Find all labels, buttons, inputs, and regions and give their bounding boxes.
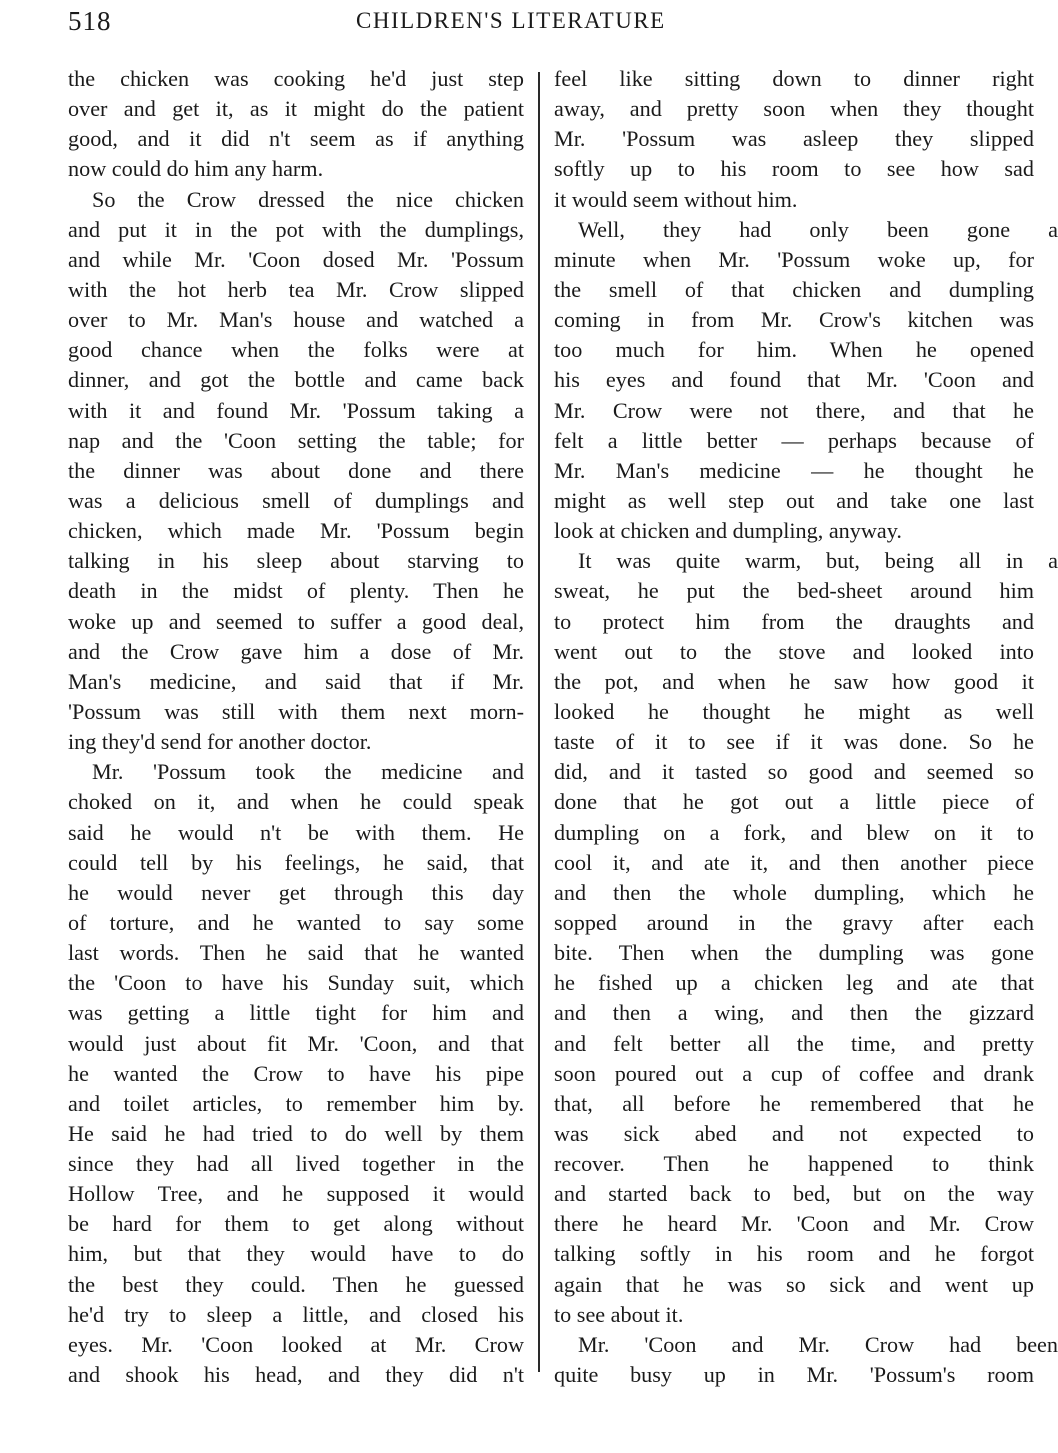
text-line: It was quite warm, but, being all in a — [578, 548, 1058, 574]
text-line: ing they'd send for another doctor. — [68, 729, 372, 755]
text-line: the best they could. Then he guessed — [68, 1271, 524, 1297]
text-line: that, all before he remembered that he — [554, 1090, 1034, 1116]
text-line: Mr. 'Possum took the medicine and — [92, 759, 524, 785]
text-line: feel like sitting down to dinner right — [554, 66, 1034, 91]
text-line: 'Possum was still with them next morn- — [68, 698, 524, 724]
text-line: could tell by his feelings, he said, that — [68, 849, 524, 875]
text-line: talking softly in his room and he forgot — [554, 1241, 1034, 1267]
text-line: was a delicious smell of dumplings and — [68, 487, 524, 513]
text-line: good, and it did n't seem as if anything — [68, 126, 524, 152]
text-line: over to Mr. Man's house and watched a — [68, 307, 524, 333]
text-line: sweat, he put the bed-sheet around him — [554, 578, 1034, 604]
text-line: recover. Then he happened to think — [554, 1151, 1034, 1177]
text-line: Mr. 'Coon and Mr. Crow had been — [578, 1331, 1058, 1357]
text-line: the dinner was about done and there — [68, 457, 524, 483]
text-line: to protect him from the draughts and — [554, 608, 1034, 634]
text-line: Hollow Tree, and he supposed it would — [68, 1181, 524, 1207]
text-line: talking in his sleep about starving to — [68, 548, 524, 574]
text-line: soon poured out a cup of coffee and drank — [554, 1060, 1034, 1086]
text-line: look at chicken and dumpling, anyway. — [554, 518, 902, 544]
text-line: coming in from Mr. Crow's kitchen was — [554, 307, 1034, 333]
text-line: So the Crow dressed the nice chicken — [92, 186, 524, 212]
text-line: nap and the 'Coon setting the table; for — [68, 427, 524, 453]
text-line: it would seem without him. — [554, 186, 798, 212]
text-line: and started back to bed, but on the way — [554, 1181, 1034, 1207]
text-line: there he heard Mr. 'Coon and Mr. Crow — [554, 1211, 1034, 1237]
text-line: taste of it to see if it was done. So he — [554, 729, 1034, 755]
text-line: he would never get through this day — [68, 879, 524, 905]
text-line: said he would n't be with them. He — [68, 819, 524, 845]
text-line: minute when Mr. 'Possum woke up, for — [554, 246, 1034, 272]
text-line: Mr. Crow were not there, and that he — [554, 397, 1034, 423]
text-line: quite busy up in Mr. 'Possum's room — [554, 1362, 1034, 1388]
text-line: felt a little better — perhaps because of — [554, 427, 1034, 453]
text-line: last words. Then he said that he wanted — [68, 940, 524, 966]
text-line: death in the midst of plenty. Then he — [68, 578, 524, 604]
text-line: looked he thought he might as well — [554, 698, 1034, 724]
text-line: chicken, which made Mr. 'Possum begin — [68, 518, 524, 544]
text-line: Mr. 'Possum was asleep they slipped — [554, 126, 1034, 152]
text-line: softly up to his room to see how sad — [554, 156, 1034, 182]
text-line: and felt better all the time, and pretty — [554, 1030, 1034, 1056]
text-line: again that he was so sick and went up — [554, 1271, 1034, 1297]
text-line: bite. Then when the dumpling was gone — [554, 940, 1034, 966]
text-line: the smell of that chicken and dumpling — [554, 276, 1034, 302]
text-line: went out to the stove and looked into — [554, 638, 1034, 664]
text-line: now could do him any harm. — [68, 156, 324, 182]
text-line: sopped around in the gravy after each — [554, 909, 1034, 935]
text-line: with it and found Mr. 'Possum taking a — [68, 397, 524, 423]
text-line: dinner, and got the bottle and came back — [68, 367, 524, 393]
text-line: and while Mr. 'Coon dosed Mr. 'Possum — [68, 246, 524, 272]
text-line: and shook his head, and they did n't — [68, 1362, 524, 1388]
left-column — [68, 64, 524, 1390]
text-line: the 'Coon to have his Sunday suit, which — [68, 970, 524, 996]
text-line: done that he got out a little piece of — [554, 789, 1034, 815]
text-line: choked on it, and when he could speak — [68, 789, 524, 815]
text-line: Well, they had only been gone a — [578, 216, 1058, 242]
text-line: cool it, and ate it, and then another piece — [554, 849, 1034, 875]
text-line: over and get it, as it might do the patient — [68, 96, 524, 122]
text-line: the pot, and when he saw how good it — [554, 668, 1034, 694]
text-line: and then a wing, and then the gizzard — [554, 1000, 1034, 1026]
text-line: his eyes and found that Mr. 'Coon and — [554, 367, 1034, 393]
text-line: since they had all lived together in the — [68, 1151, 524, 1177]
text-line: he'd try to sleep a little, and closed his — [68, 1301, 524, 1327]
text-line: with the hot herb tea Mr. Crow slipped — [68, 276, 524, 302]
text-line: was sick abed and not expected to — [554, 1120, 1034, 1146]
text-line: and the Crow gave him a dose of Mr. — [68, 638, 524, 664]
text-line: woke up and seemed to suffer a good deal, — [68, 608, 524, 634]
text-line: he fished up a chicken leg and ate that — [554, 970, 1034, 996]
page-number: 518 — [68, 6, 112, 36]
text-line: Mr. Man's medicine — he thought he — [554, 457, 1034, 483]
text-line: be hard for them to get along without — [68, 1211, 524, 1237]
text-line: did, and it tasted so good and seemed so — [554, 759, 1034, 785]
text-line: and then the whole dumpling, which he — [554, 879, 1034, 905]
text-line: He said he had tried to do well by them — [68, 1120, 524, 1146]
text-line: away, and pretty soon when they thought — [554, 96, 1034, 122]
right-column — [554, 64, 1058, 1390]
running-head: CHILDREN'S LITERATURE — [356, 8, 666, 33]
text-line: he wanted the Crow to have his pipe — [68, 1060, 524, 1086]
text-line: good chance when the folks were at — [68, 337, 524, 363]
text-line: Man's medicine, and said that if Mr. — [68, 668, 524, 694]
text-line: too much for him. When he opened — [554, 337, 1034, 363]
text-line: of torture, and he wanted to say some — [68, 909, 524, 935]
text-line: might as well step out and take one last — [554, 487, 1034, 513]
column-divider — [538, 72, 540, 1372]
text-line: to see about it. — [554, 1301, 684, 1327]
text-line: was getting a little tight for him and — [68, 1000, 524, 1026]
text-line: dumpling on a fork, and blew on it to — [554, 819, 1034, 845]
text-line: him, but that they would have to do — [68, 1241, 524, 1267]
text-line: eyes. Mr. 'Coon looked at Mr. Crow — [68, 1331, 524, 1357]
text-line: and put it in the pot with the dumplings, — [68, 216, 524, 242]
text-line: would just about fit Mr. 'Coon, and that — [68, 1030, 524, 1056]
text-line: the chicken was cooking he'd just step — [68, 66, 524, 91]
text-line: and toilet articles, to remember him by. — [68, 1090, 524, 1116]
